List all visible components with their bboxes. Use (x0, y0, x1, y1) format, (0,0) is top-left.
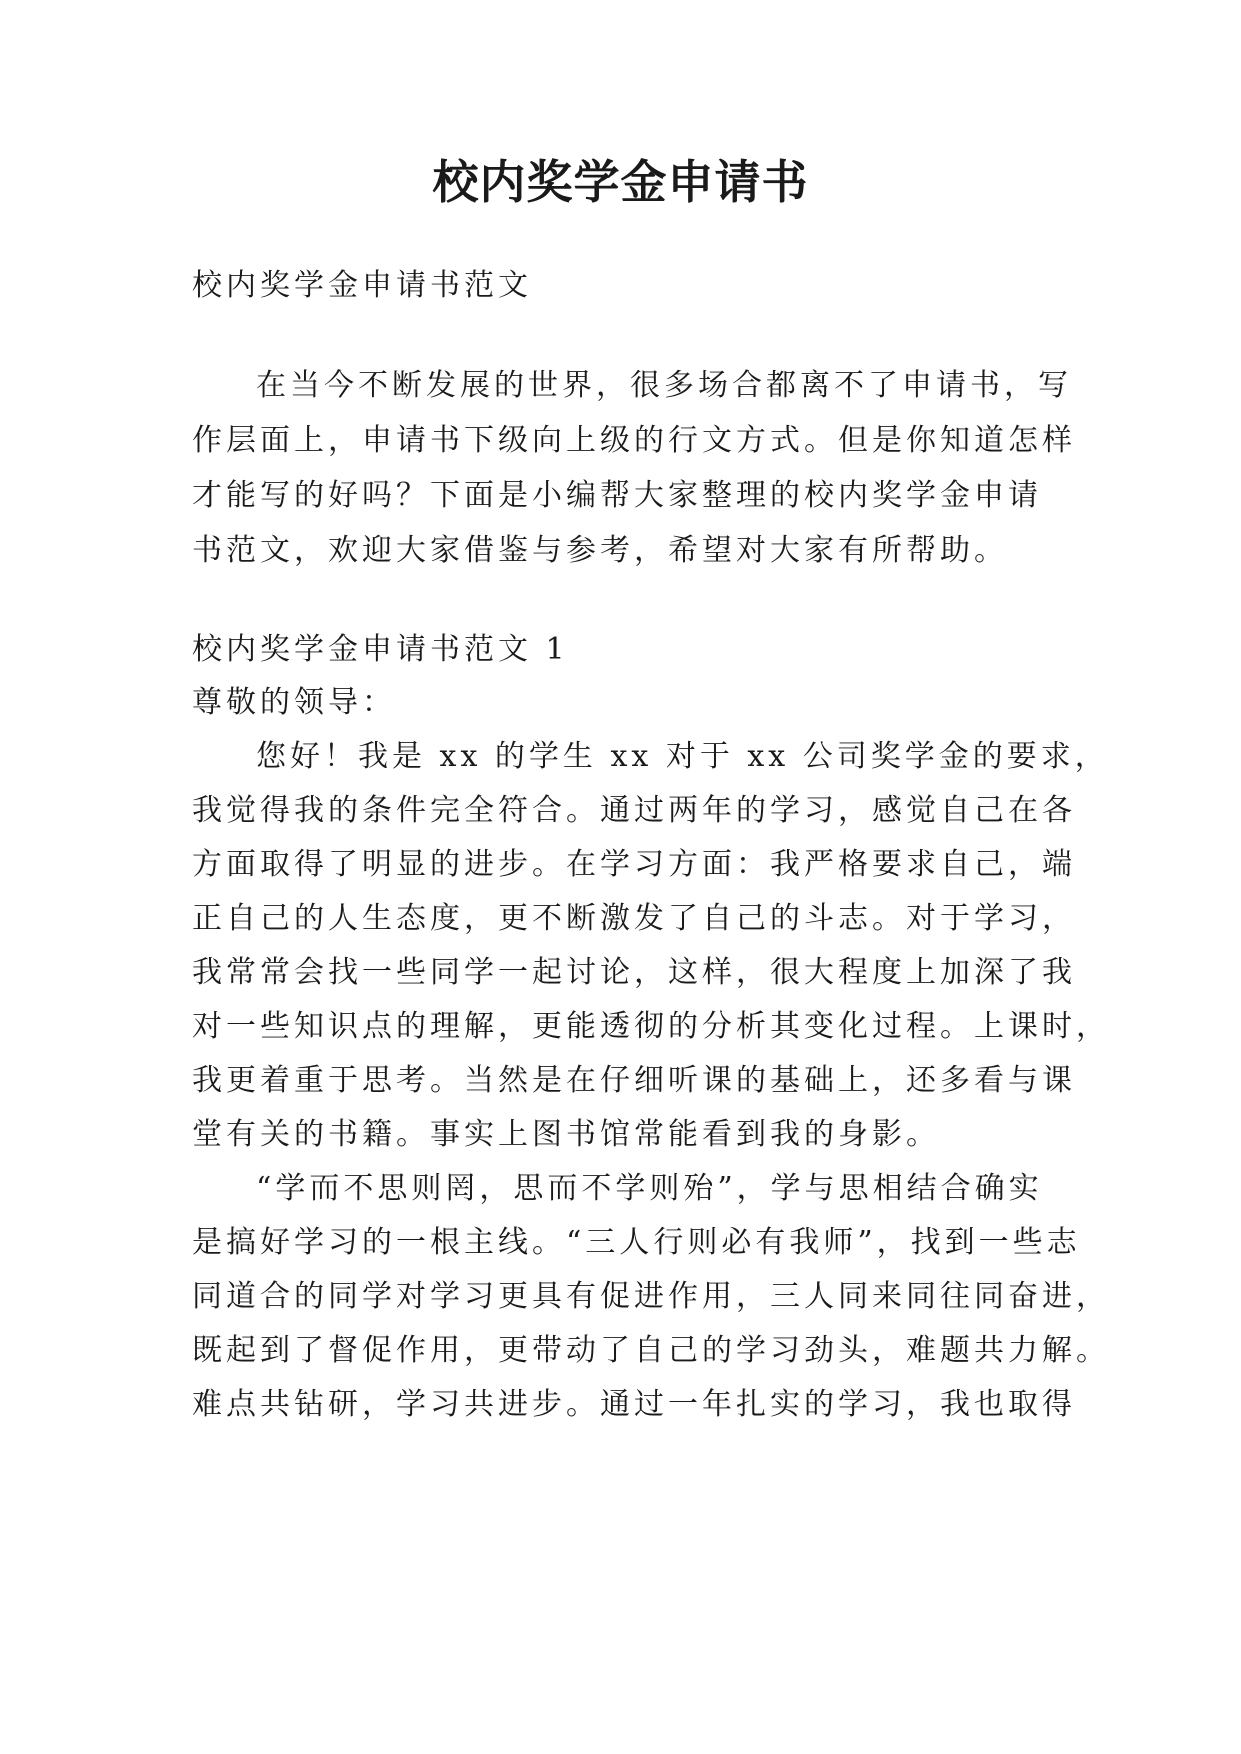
salutation: 尊敬的领导： (192, 685, 396, 720)
body-line: 您好！我是 xx 的学生 xx 对于 xx 公司奖学金的要求， (256, 739, 1109, 774)
body-line: 难点共钻研，学习共进步。通过一年扎实的学习，我也取得 (192, 1387, 1076, 1422)
body-line: 我常常会找一些同学一起讨论，这样，很大程度上加深了我 (192, 955, 1076, 990)
intro-line: 作层面上，申请书下级向上级的行文方式。但是你知道怎样 (192, 423, 1076, 458)
body-line: 是搞好学习的一根主线。“三人行则必有我师”，找到一些志 (192, 1225, 1081, 1260)
body-line: 同道合的同学对学习更具有促进作用，三人同来同往同奋进， (192, 1279, 1110, 1314)
body-line: “学而不思则罔，思而不学则殆”，学与思相结合确实 (256, 1171, 1043, 1206)
body-line: 堂有关的书籍。事实上图书馆常能看到我的身影。 (192, 1117, 940, 1152)
body-line: 正自己的人生态度，更不断激发了自己的斗志。对于学习， (192, 901, 1076, 936)
intro-line: 书范文，欢迎大家借鉴与参考，希望对大家有所帮助。 (192, 533, 1008, 568)
document-subtitle: 校内奖学金申请书范文 (192, 268, 532, 303)
document-title: 校内奖学金申请书 (432, 155, 809, 209)
body-line: 我更着重于思考。当然是在仔细听课的基础上，还多看与课 (192, 1063, 1076, 1098)
body-line: 方面取得了明显的进步。在学习方面：我严格要求自己，端 (192, 847, 1076, 882)
intro-line: 才能写的好吗？下面是小编帮大家整理的校内奖学金申请 (192, 478, 1042, 513)
intro-line: 在当今不断发展的世界，很多场合都离不了申请书，写 (256, 368, 1072, 403)
body-line: 既起到了督促作用，更带动了自己的学习劲头，难题共力解。 (192, 1333, 1110, 1368)
section-heading: 校内奖学金申请书范文 1 (192, 632, 569, 667)
body-line: 对一些知识点的理解，更能透彻的分析其变化过程。上课时， (192, 1009, 1110, 1044)
body-line: 我觉得我的条件完全符合。通过两年的学习，感觉自己在各 (192, 793, 1076, 828)
